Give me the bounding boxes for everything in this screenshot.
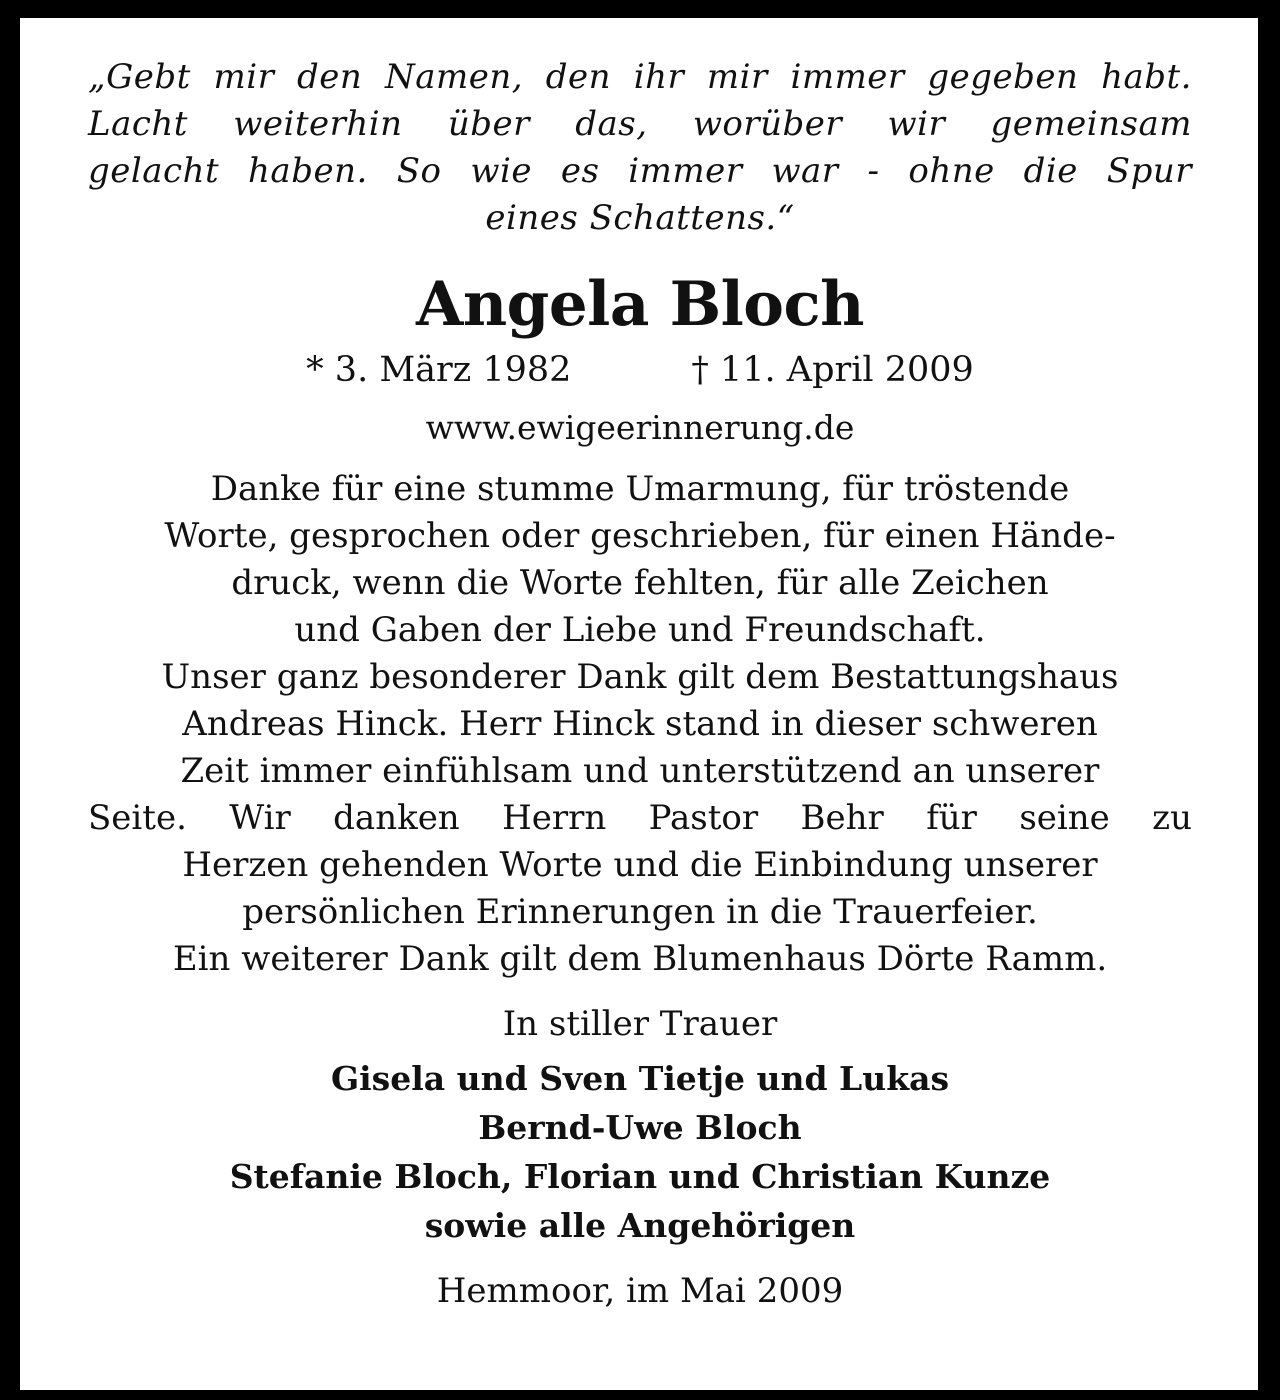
- epigraph-quote: [88, 54, 1192, 242]
- thanks-line: und Gaben der Liebe und Freundschaft.: [294, 610, 986, 650]
- thanks-line: Seite. Wir danken Herrn Pastor Behr für seine zu: [88, 798, 1192, 838]
- thanks-line: Danke für eine stumme Umarmung, für tröstende: [210, 469, 1070, 509]
- thanks-line: Andreas Hinck. Herr Hinck stand in dieser schweren: [182, 704, 1098, 744]
- thanks-line: Unser ganz besonderer Dank gilt dem Bestattungshaus: [161, 657, 1119, 697]
- birth-date: * 3. März 1982: [306, 350, 572, 390]
- quote-line: eines Schattens.“: [485, 198, 795, 238]
- family-line: Gisela und Sven Tietje und Lukas: [330, 1059, 950, 1098]
- quote-line: Lacht weiterhin über das, worüber wir gemeinsam: [88, 104, 1192, 144]
- thanks-line: Zeit immer einfühlsam und unterstützend an unserer: [180, 751, 1100, 791]
- deceased-name: Angela Bloch: [416, 269, 864, 340]
- thanks-line: Herzen gehenden Worte und die Einbindung unserer: [182, 845, 1098, 885]
- family-line: Stefanie Bloch, Florian und Christian Kunze: [229, 1157, 1051, 1196]
- mourning-phrase: In stiller Trauer: [502, 1004, 778, 1044]
- place-and-date: Hemmoor, im Mai 2009: [436, 1271, 844, 1311]
- notice-content: [88, 54, 1192, 1315]
- thanks-line: druck, wenn die Worte fehlten, für alle Zeichen: [231, 563, 1049, 603]
- thanks-line: Ein weiterer Dank gilt dem Blumenhaus Dörte Ramm.: [172, 939, 1108, 979]
- quote-line: gelacht haben. So wie es immer war - ohne die Spur: [88, 151, 1192, 191]
- life-dates: [88, 348, 1192, 392]
- thanks-line: persönlichen Erinnerungen in die Trauerfeier.: [242, 892, 1038, 932]
- quote-line: „Gebt mir den Namen, den ihr mir immer gegeben habt.: [88, 57, 1192, 97]
- thanks-line: Worte, gesprochen oder geschrieben, für einen Hände-: [164, 516, 1116, 556]
- family-signatories: [88, 1054, 1192, 1250]
- thanks-paragraph: [88, 466, 1192, 983]
- family-line: sowie alle Angehörigen: [424, 1206, 856, 1245]
- death-date: † 11. April 2009: [691, 350, 974, 390]
- memorial-website: www.ewigeerinnerung.de: [425, 408, 855, 447]
- family-line: Bernd-Uwe Bloch: [478, 1108, 802, 1147]
